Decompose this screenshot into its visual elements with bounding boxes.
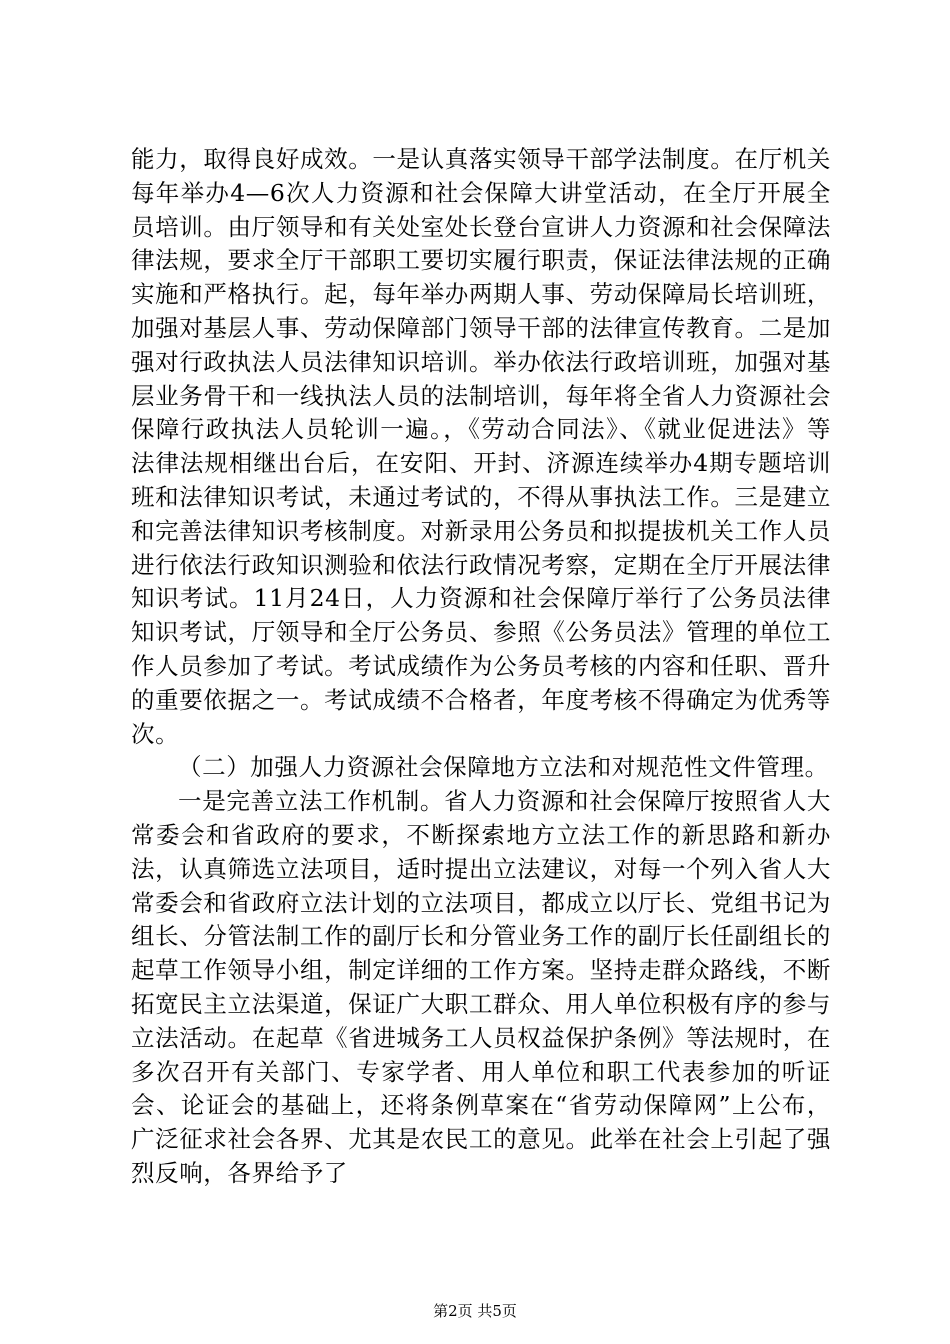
paragraph-1: 能力，取得良好成效。一是认真落实领导干部学法制度。在厅机关每年举办4—6次人力资源和社会保障大讲堂活动，在全厅开展全员培训。由厅领导和有关处室处长登台宣讲人力资源和社会保障法律法规，要求全厅干部职工要切实履行职责，保证法律法规的正确实施和严格执行。起，每年举办两期人事、劳动保障局长培训班，加强对基层人事、劳动保障部门领导干部的法律宣传教育。二是加强对行政执法人员法律知识培训。举办依法行政培训班，加强对基层业务骨干和一线执法人员的法制培训，每年将全省人力资源社会保障行政执法人员轮训一遍。，《劳动合同法》、《就业促进法》等法律法规相继出台后，在安阳、开封、济源连续举办4期专题培训班和法律知识考试，未通过考试的，不得从事执法工作。三是建立和完善法律知识考核制度。对新录用公务员和拟提拔机关工作人员进行依法行政知识测验和依法行政情况考察，定期在全厅开展法律知识考试。11月24日，人力资源和社会保障厅举行了公务员法律知识考试，厅领导和全厅公务员、参照《公务员法》管理的单位工作人员参加了考试。考试成绩作为公务员考核的内容和任职、晋升的重要依据之一。考试成绩不合格者，年度考核不得确定为优秀等次。: [131, 145, 831, 748]
paragraph-2: 一是完善立法工作机制。省人力资源和社会保障厅按照省人大常委会和省政府的要求，不断探索地方立法工作的新思路和新办法，认真筛选立法项目，适时提出立法建议，对每一个列入省人大常委会和省政府立法计划的立法项目，都成立以厅长、党组书记为组长、分管法制工作的副厅长和分管业务工作的副厅长任副组长的起草工作领导小组，制定详细的工作方案。坚持走群众路线，不断拓宽民主立法渠道，保证广大职工群众、用人单位积极有序的参与立法活动。在起草《省进城务工人员权益保护条例》等法规时，在多次召开有关部门、专家学者、用人单位和职工代表参加的听证会、论证会的基础上，还将条例草案在“省劳动保障网”上公布，广泛征求社会各界、尤其是农民工的意见。此举在社会上引起了强烈反响，各界给予了: [131, 787, 831, 1187]
page-number-footer: 第2页 共5页: [433, 1302, 517, 1320]
document-body: [131, 143, 831, 1191]
section-heading: （二）加强人力资源社会保障地方立法和对规范性文件管理。: [178, 753, 829, 782]
